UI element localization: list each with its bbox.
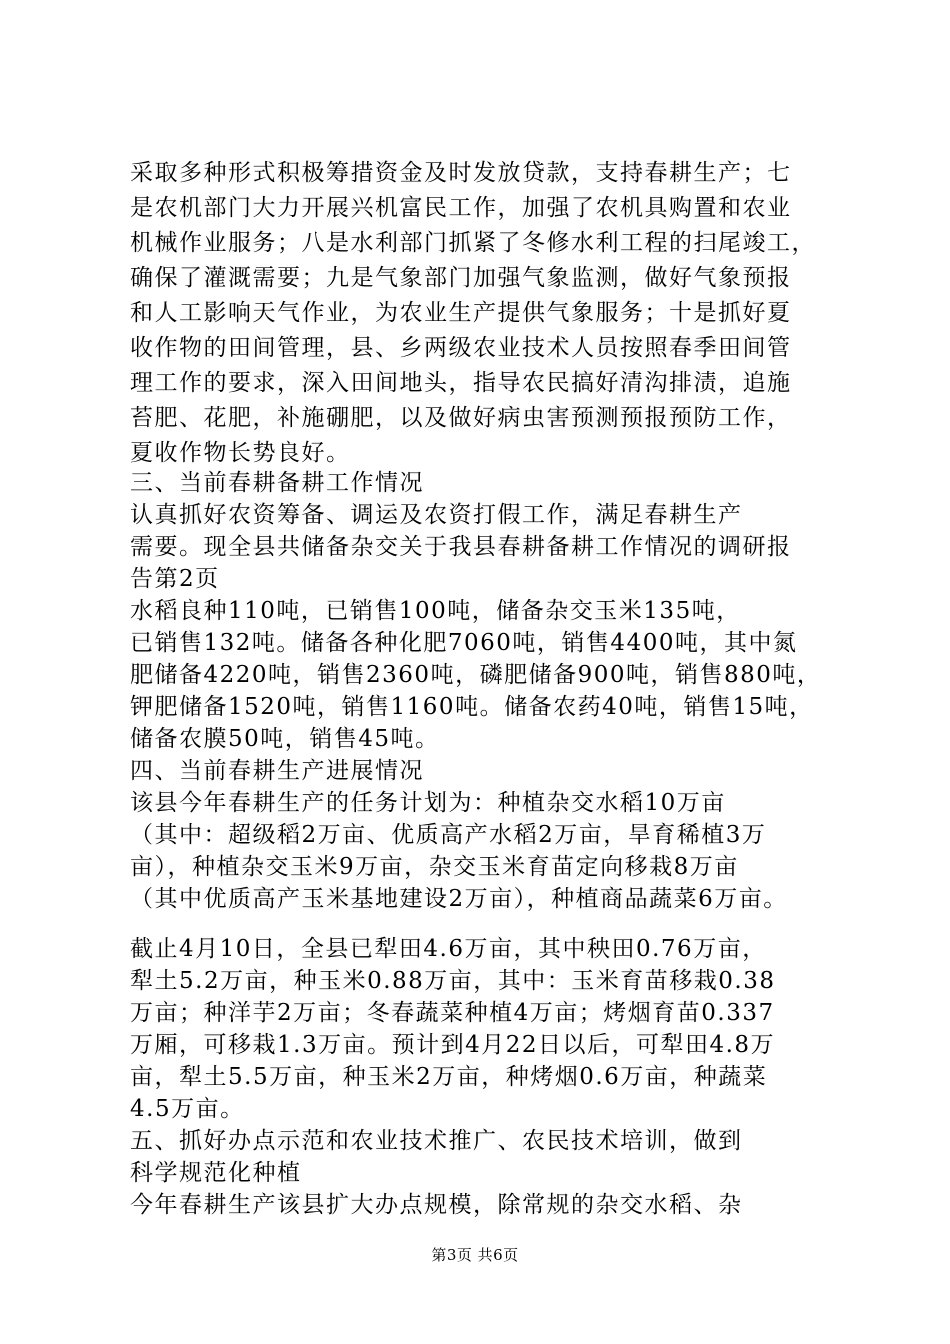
text-line: 今年春耕生产该县扩大办点规模，除常规的杂交水稻、杂 <box>130 1192 743 1218</box>
text-line: 机械作业服务；八是水利部门抓紧了冬修水利工程的扫尾竣工， <box>130 230 816 256</box>
text-line: 该县今年春耕生产的任务计划为：种植杂交水稻10万亩 <box>130 790 726 816</box>
text-line: 已销售132吨。储备各种化肥7060吨，销售4400吨，其中氮 <box>130 630 798 656</box>
text-line: 确保了灌溉需要；九是气象部门加强气象监测，做好气象预报 <box>130 265 792 291</box>
text-line: 收作物的田间管理，县、乡两级农业技术人员按照春季田间管 <box>130 335 792 361</box>
text-line: 是农机部门大力开展兴机富民工作，加强了农机具购置和农业 <box>130 195 792 221</box>
text-line: 储备农膜50吨，销售45吨。 <box>130 726 440 752</box>
text-line: 四、当前春耕生产进展情况 <box>130 758 424 784</box>
text-line: 苔肥、花肥，补施硼肥，以及做好病虫害预测预报预防工作， <box>130 405 792 431</box>
text-line: 万亩；种洋芋2万亩；冬春蔬菜种植4万亩；烤烟育苗0.337 <box>130 1000 775 1026</box>
page-footer: 第3页 共6页 <box>431 1246 519 1264</box>
text-line: 4.5万亩。 <box>130 1096 245 1122</box>
text-line: 亩，犁土5.5万亩，种玉米2万亩，种烤烟0.6万亩，种蔬菜 <box>130 1064 768 1090</box>
text-line: 钾肥储备1520吨，销售1160吨。储备农药40吨，销售15吨， <box>130 694 814 720</box>
text-line: （其中：超级稻2万亩、优质高产水稻2万亩，旱育稀植3万 <box>130 822 767 848</box>
text-line: 水稻良种110吨，已销售100吨，储备杂交玉米135吨， <box>130 598 741 624</box>
text-line: （其中优质高产玉米基地建设2万亩），种植商品蔬菜6万亩。 <box>130 886 788 912</box>
text-line: 三、当前春耕备耕工作情况 <box>130 470 424 496</box>
text-line: 采取多种形式积极筹措资金及时发放贷款，支持春耕生产；七 <box>130 160 792 186</box>
text-line: 夏收作物长势良好。 <box>130 440 351 466</box>
text-line: 和人工影响天气作业，为农业生产提供气象服务；十是抓好夏 <box>130 300 792 326</box>
text-line: 认真抓好农资筹备、调运及农资打假工作，满足春耕生产 <box>130 502 743 528</box>
text-line: 亩），种植杂交玉米9万亩，杂交玉米育苗定向移栽8万亩 <box>130 854 739 880</box>
text-line: 告第2页 <box>130 566 220 592</box>
text-line: 万厢，可移栽1.3万亩。预计到4月22日以后，可犁田4.8万 <box>130 1032 776 1058</box>
text-line: 理工作的要求，深入田间地头，指导农民搞好清沟排渍，追施 <box>130 370 792 396</box>
text-line: 截止4月10日，全县已犁田4.6万亩，其中秧田0.76万亩， <box>130 936 767 962</box>
text-line: 需要。现全县共储备杂交关于我县春耕备耕工作情况的调研报 <box>130 534 792 560</box>
text-line: 五、抓好办点示范和农业技术推广、农民技术培训，做到 <box>130 1128 743 1154</box>
text-line: 肥储备4220吨，销售2360吨，磷肥储备900吨，销售880吨， <box>130 662 822 688</box>
text-line: 犁土5.2万亩，种玉米0.88万亩，其中：玉米育苗移栽0.38 <box>130 968 776 994</box>
text-line: 科学规范化种植 <box>130 1160 302 1186</box>
